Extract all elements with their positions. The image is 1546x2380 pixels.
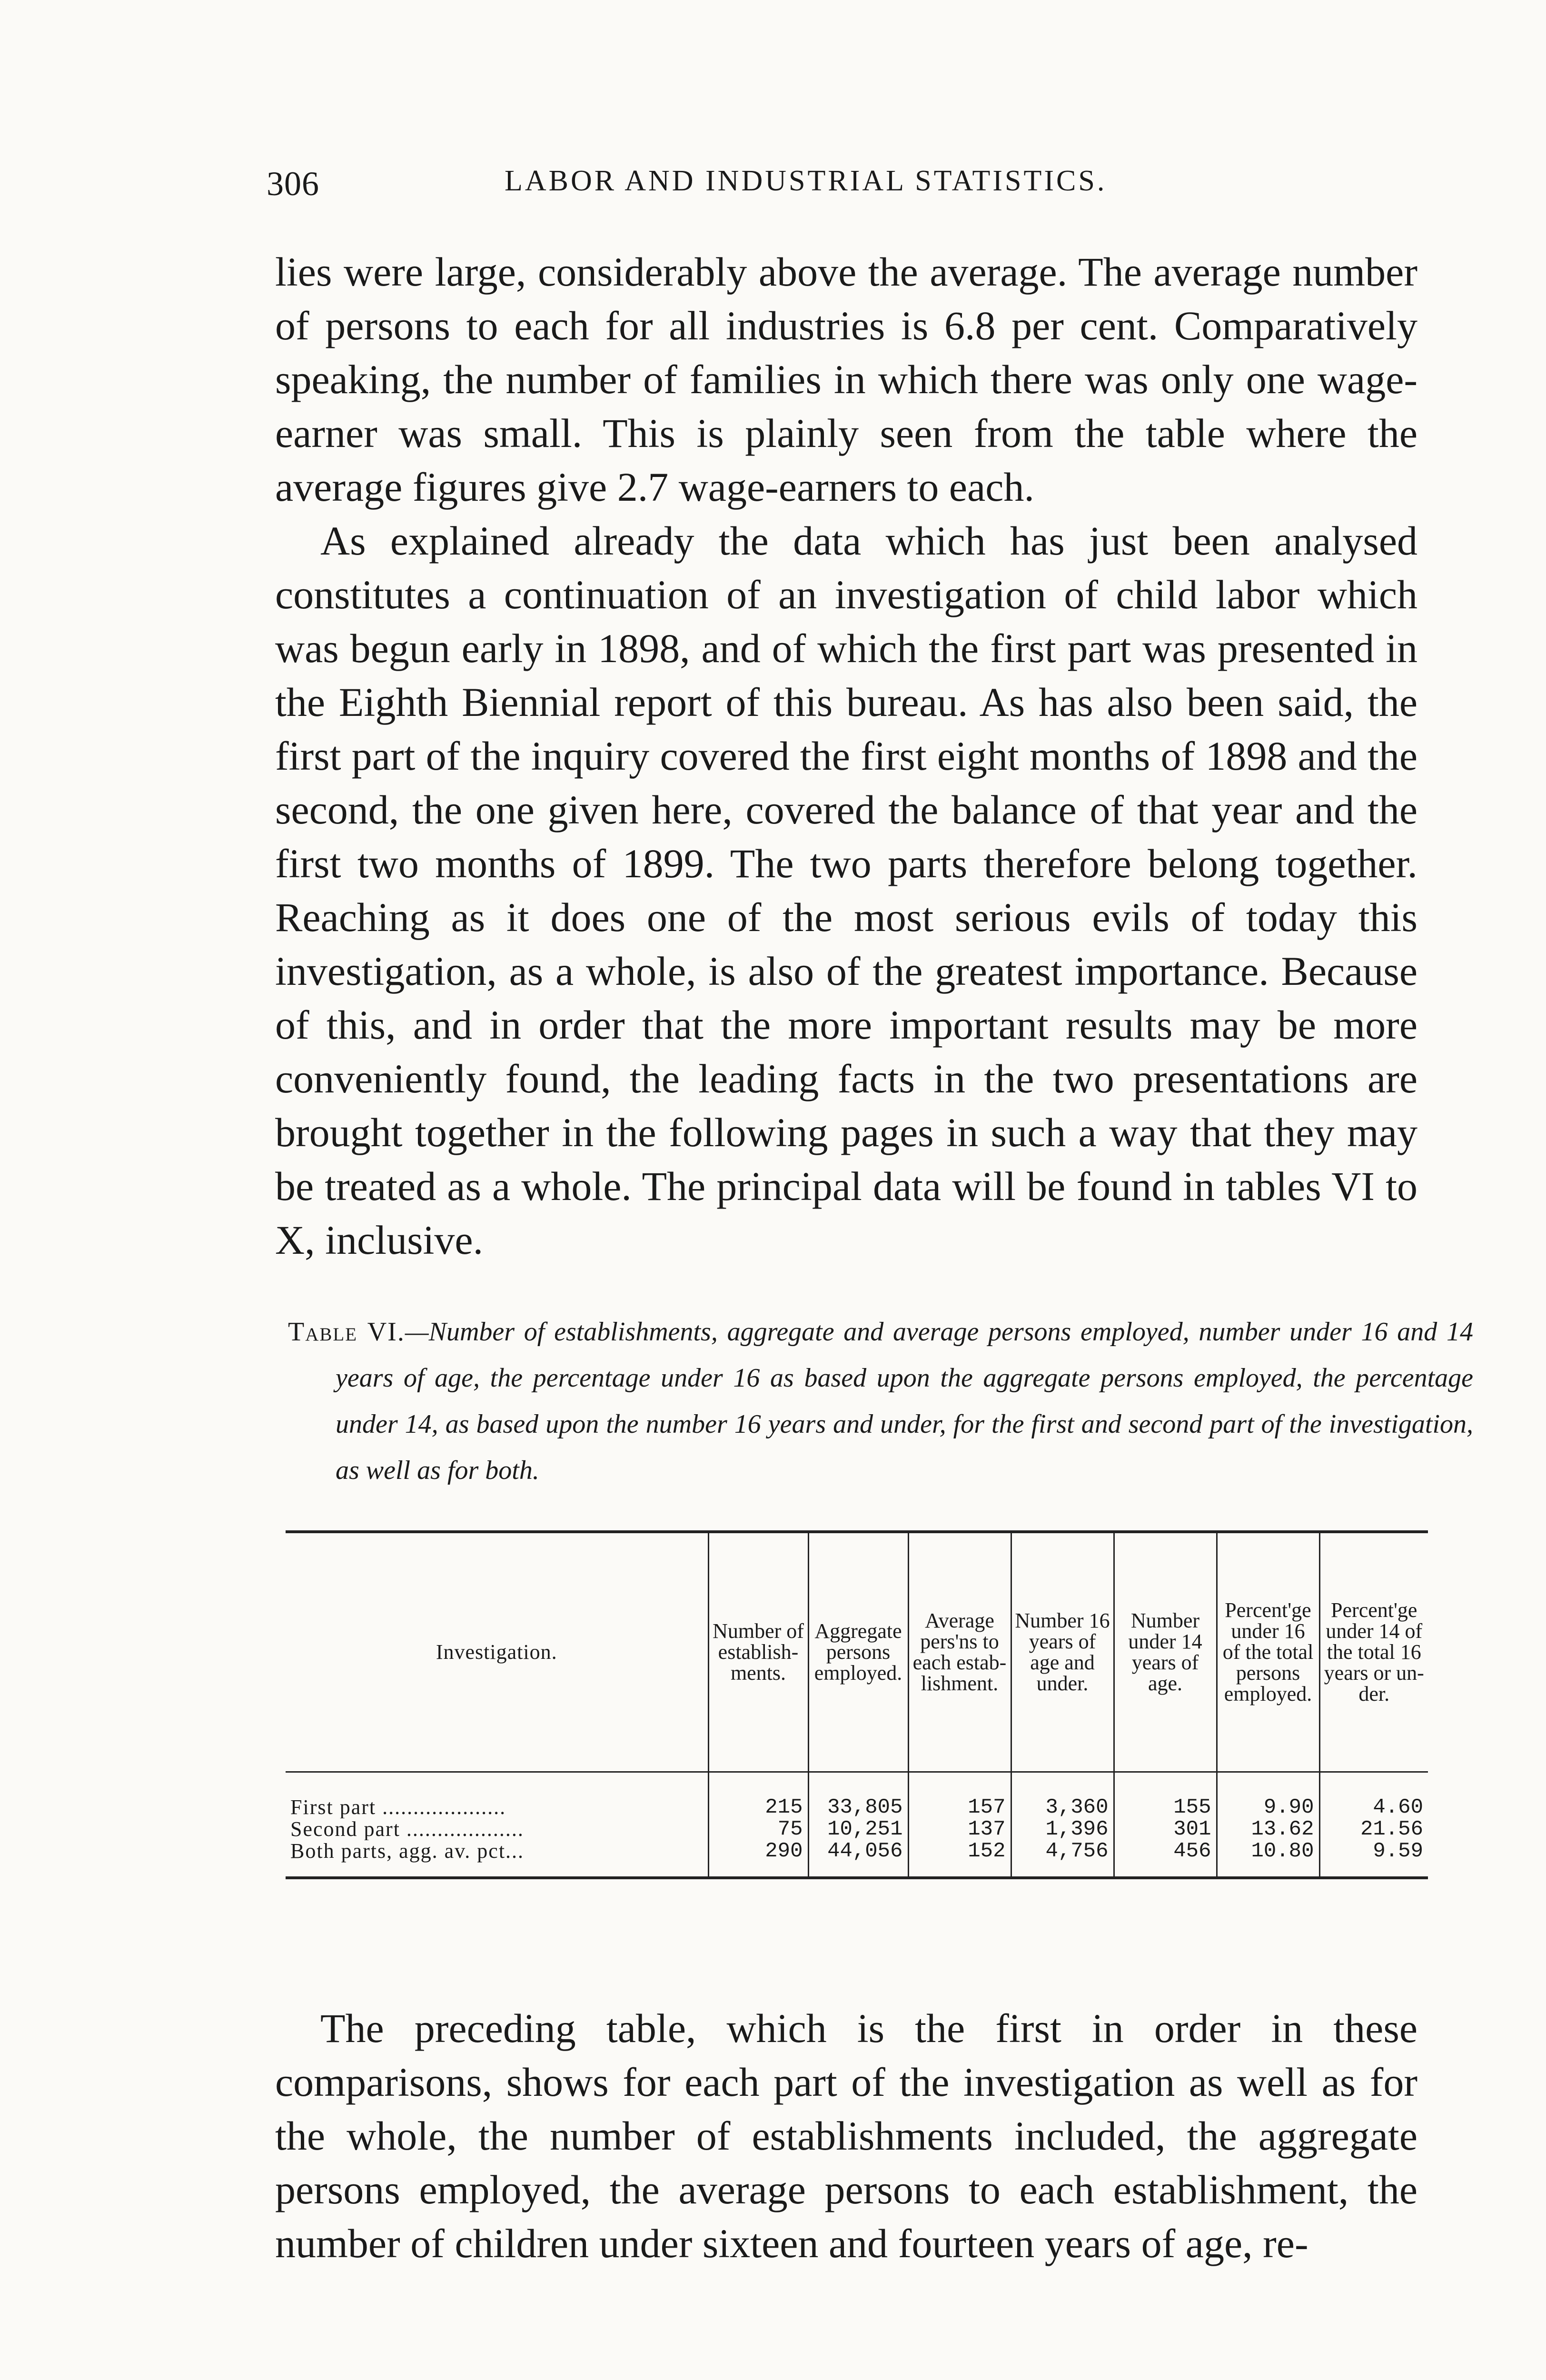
header-average-persons: Average pers'ns to each establishment. — [908, 1533, 1011, 1772]
statistics-table — [286, 1533, 1428, 1876]
cell-pct-under-16: 13.62 — [1217, 1818, 1319, 1840]
paragraph-1: lies were large, considerably above the average. The average number of persons to each for all industries is 6.8 per cent. Comparatively speaking, the number of families in which there was only one wage-earner was small. This is plainly seen from the table where the average figures give 2.7 wage-earners to each. — [275, 249, 1417, 510]
cell-establishments: 75 — [708, 1818, 808, 1840]
cell-aggregate-persons: 33,805 — [808, 1772, 908, 1819]
header-pct-under-14: Percent'ge under 14 of the total 16 years or under. — [1319, 1533, 1428, 1772]
cell-under-16: 1,396 — [1011, 1818, 1114, 1840]
row-label: First part .................... — [290, 1795, 506, 1818]
header-investigation: Investigation. — [436, 1640, 557, 1664]
table-header-row — [286, 1533, 1428, 1772]
cell-under-16: 4,756 — [1011, 1840, 1114, 1876]
cell-establishments: 290 — [708, 1840, 808, 1876]
cell-pct-under-14: 21.56 — [1319, 1818, 1428, 1840]
row-label: Second part ................... — [290, 1818, 524, 1840]
cell-pct-under-16: 9.90 — [1217, 1772, 1319, 1819]
cell-average-persons: 152 — [908, 1840, 1011, 1876]
cell-under-14: 456 — [1114, 1840, 1217, 1876]
cell-aggregate-persons: 10,251 — [808, 1818, 908, 1840]
header-establishments: Number of establishments. — [708, 1533, 808, 1772]
cell-under-16: 3,360 — [1011, 1772, 1114, 1819]
cell-under-14: 155 — [1114, 1772, 1217, 1819]
header-pct-under-16: Percent'ge under 16 of the total persons employed. — [1217, 1533, 1319, 1772]
table-row — [286, 1772, 1428, 1819]
table-row — [286, 1818, 1428, 1840]
header-aggregate-persons: Aggregate persons employed. — [808, 1533, 908, 1772]
table-caption-text: —Number of establishments, aggregate and average persons employed, number under 16 and 14 years of age, the percentage under 16 as based upon the aggregate persons employed, the percentage under 14, as based upon the number 16 years and under, for the first and second part of the investigation, as well as for both. — [336, 1317, 1473, 1485]
cell-under-14: 301 — [1114, 1818, 1217, 1840]
running-title: LABOR AND INDUSTRIAL STATISTICS. — [505, 165, 1107, 197]
cell-pct-under-14: 9.59 — [1319, 1840, 1428, 1876]
cell-pct-under-14: 4.60 — [1319, 1772, 1428, 1819]
paragraph-2: As explained already the data which has just been analysed constitutes a continuation of an investigation of child labor which was begun early in 1898, and of which the first part was presented in the Eighth Biennial report of this bureau. As has also been said, the first part of the inquiry covered the first eight months of 1898 and the second, the one given here, covered the balance of that year and the first two months of 1899. The two parts therefore belong together. Reaching as it does one of the most serious evils of today this investigation, as a whole, is also of the greatest importance. Because of this, and in order that the more important results may be more conveniently found, the leading facts in the two presentations are brought together in the following pages in such a way that they may be treated as a whole. The principal data will be found in tables VI to X, inclusive. — [275, 518, 1417, 1263]
cell-aggregate-persons: 44,056 — [808, 1840, 908, 1876]
cell-establishments: 215 — [708, 1772, 808, 1819]
table-caption — [288, 1309, 1473, 1494]
table-bottom-rule — [286, 1876, 1428, 1879]
row-label: Both parts, agg. av. pct... — [290, 1840, 525, 1863]
header-under-14: Number under 14 years of age. — [1114, 1533, 1217, 1772]
cell-average-persons: 157 — [908, 1772, 1011, 1819]
cell-pct-under-16: 10.80 — [1217, 1840, 1319, 1876]
cell-average-persons: 137 — [908, 1818, 1011, 1840]
table-row — [286, 1840, 1428, 1876]
table-vi — [286, 1530, 1428, 1879]
paragraph-3: The preceding table, which is the first in order in these comparisons, shows for each part of the investigation as well as for the whole, the number of establishments included, the aggregate persons employed, the average persons to each establishment, the number of children under sixteen and fourteen years of age, re- — [275, 2005, 1417, 2266]
table-caption-lead: Table VI. — [288, 1317, 405, 1347]
page-number: 306 — [267, 165, 319, 203]
header-under-16: Number 16 years of age and under. — [1011, 1533, 1114, 1772]
